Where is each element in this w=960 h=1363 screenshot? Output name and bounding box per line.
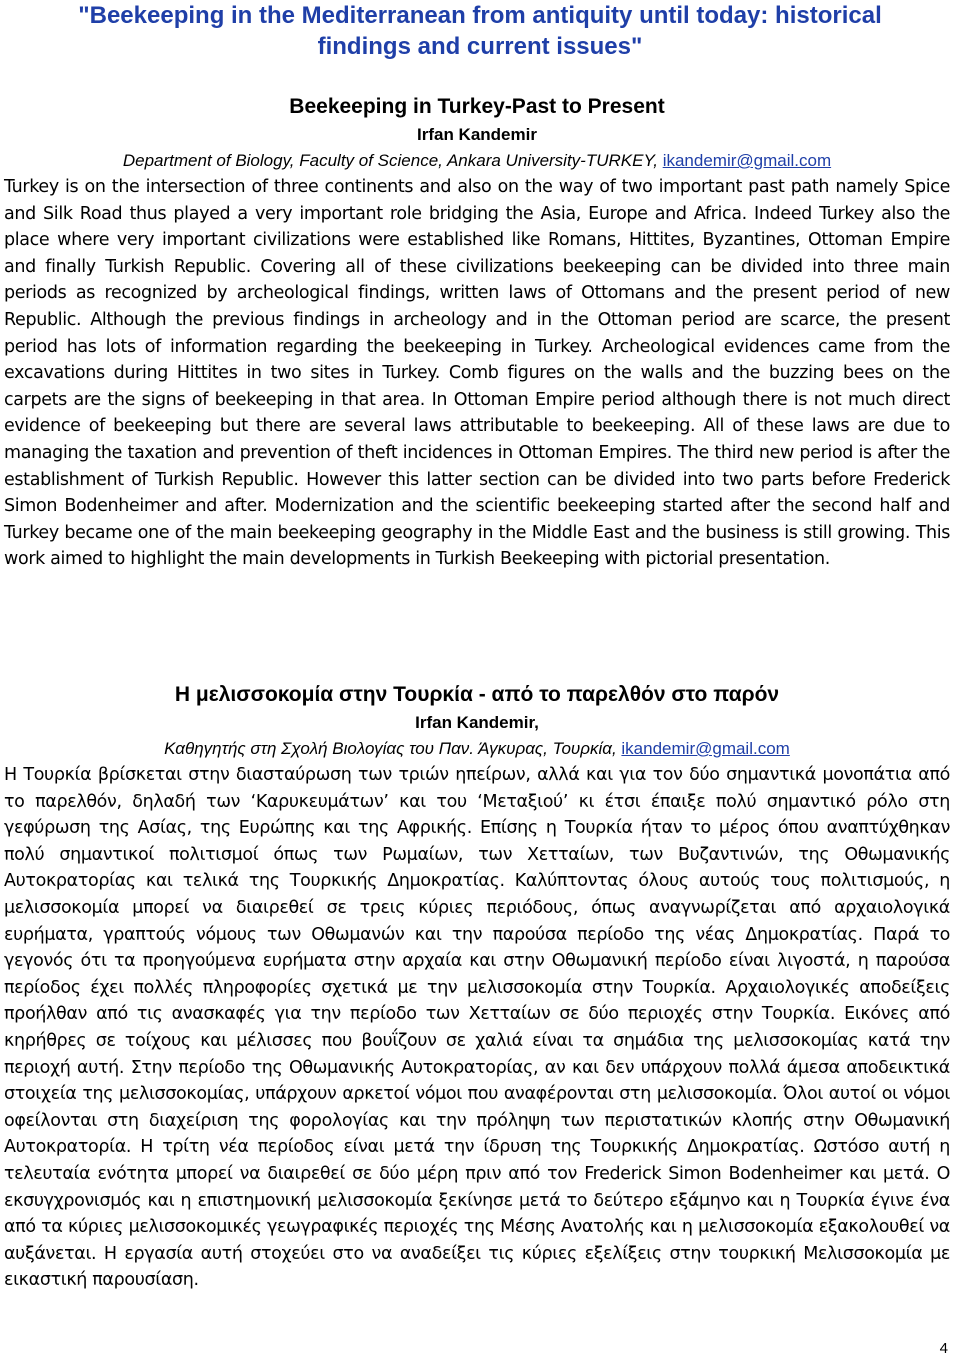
greek-abstract-text: Η Τουρκία βρίσκεται στην διασταύρωση των τριών ηπείρων, αλλά και για τον δύο σημαντικά μονοπάτια από το παρελθόν, δηλαδή των ‘Καρυκευμάτων’ και του ‘Μεταξιού’ κι έτσι έπαιξε πολύ σημαντικό ρόλο στη γεφύρωση της Ασίας, της Ευρώπης και της Αφρικής. Επίσης η Τουρκία ήταν το μέρος όπου αναπτύχθηκαν πολύ σημαντικοί πολιτισμοί όπως των Ρωμαίων, των Χετταίων, των Βυζαντινών, της Οθωμανικής Αυτοκρατορίας και τελικά της Τουρκικής Δημοκρατίας. Καλύπτοντας όλους αυτούς τους πολιτισμούς, η μελισσοκομία μπορεί να διαιρεθεί σε τρεις κύριες περιόδους, όπως αναγνωρίζεται από αρχαιολογικά ευρήματα, γραπτούς νόμους των Οθωμανών και την παρούσα περίοδο της νέας Δημοκρατίας. Παρά το γεγονός ότι τα προηγούμενα ευρήματα στην αρχαία και στην Οθωμανική περίοδο είναι λιγοστά, η παρούσα περίοδος έχει πολλές πληροφορίες σχετικά με την μελισσοκομία στην Τουρκία. Αρχαιολογικές αποδείξεις προήλθαν από τις ανασκαφές για την περίοδο των Χετταίων σε δύο περιοχές στην Τουρκία. Εικόνες από κηρήθρες σε τοίχους και μέλισσες που βουΐζουν σε χαλιά είναι τα σημάδια της μελισσοκομίας κατά την περιοχή αυτή. Στην περίοδο της Οθωμανικής Αυτοκρατορίας, αν και δεν υπάρχουν πολλά άμεσα αποδεικτικά στοιχεία της μελισσοκομίας, υπάρχουν αρκετοί νόμοι που αναφέρονται στη μελισσοκομία. Όλοι αυτοί οι νόμοι οφείλονται στη διαχείριση της φορολογίας και την πρόληψη των περιστατικών κλοπής στην Οθωμανική Αυτοκρατορία. Η τρίτη νέα περίοδος είναι μετά την ίδρυση της Τουρκικής Δημοκρατίας. Ωστόσο αυτή η τελευταία ενότητα μπορεί να διαιρεθεί σε δύο μέρη πριν από τον Frederick Simon Bodenheimer και μετά. Ο εκσυγχρονισμός και η επιστημονική μελισσοκομία ξεκίνησε μετά το δεύτερο εξάμηνο και η Τουρκία έγινε ένα από τα κύριες μελισσοκομικές γεωγραφικές περιοχές της Μέσης Ανατολής και η μελισσοκομία εξακολουθεί να αυξάνεται. Η εργασία αυτή στοχεύει στο να αναδείξει τις κύριες εξελίξεις στην τουρκική Μελισσοκομία με εικαστική παρουσίαση.	[4, 765, 950, 1291]
page-number: 4	[939, 1340, 948, 1357]
header-line-2: findings and current issues"	[317, 33, 643, 60]
english-author: Irfan Kandemir	[417, 125, 537, 144]
english-affiliation	[4, 147, 950, 174]
english-email-link[interactable]: ikandemir@gmail.com	[662, 151, 832, 170]
greek-abstract-section	[4, 680, 950, 1294]
greek-title: Η μελισσοκομία στην Τουρκία - από το παρελθόν στο παρόν	[174, 683, 780, 706]
greek-affiliation-text: Καθηγητής στη Σχολή Βιολογίας του Παν. Άγκυρας, Τουρκία,	[164, 739, 622, 758]
english-abstract-section	[4, 92, 950, 573]
english-abstract-text: Turkey is on the intersection of three continents and also on the way of two important past path namely Spice and Silk Road thus played a very important role bridging the Asia, Europe and Africa. Indeed Turkey also the place where very important civilizations were established like Romans, Hittites, Byzantines, Ottoman Empire and finally Turkish Republic. Covering all of these civilizations beekeeping can be divided into three main periods as recognized by archeological findings, written laws of Ottomans and the present period of new Republic. Although the previous findings in archeology and in the Ottoman period are scarce, the present period has lots of information regarding the beekeeping in Turkey. Archeological evidences came from the excavations during Hittites in two sites in Turkey. Comb figures on the walls and the buzzing bees on the carpets are the signs of beekeeping in that area. In Ottoman Empire period although there is not much direct evidence of beekeeping but there are several laws attributable to beekeeping. All of these laws are due to managing the taxation and prevention of theft incidences in Ottoman Empires. The third new period is after the establishment of Turkish Republic. However this latter section can be divided into two parts before Frederick Simon Bodenheimer and after. Modernization and the scientific beekeeping started after the second half and Turkey became one of the main beekeeping geography in the Middle East and the business is still growing. This work aimed to highlight the main developments in Turkish Beekeeping with pictorial presentation.	[4, 177, 950, 570]
english-title: Beekeeping in Turkey-Past to Present	[289, 95, 665, 118]
header-line-1: "Beekeeping in the Mediterranean from antiquity until today: historical	[78, 2, 882, 29]
english-affiliation-text: Department of Biology, Faculty of Science, Ankara University-TURKEY,	[122, 151, 663, 170]
conference-header	[0, 0, 960, 62]
greek-author: Irfan Kandemir,	[415, 713, 539, 732]
greek-affiliation	[4, 735, 950, 762]
greek-email-link[interactable]: ikandemir@gmail.com	[621, 739, 790, 758]
